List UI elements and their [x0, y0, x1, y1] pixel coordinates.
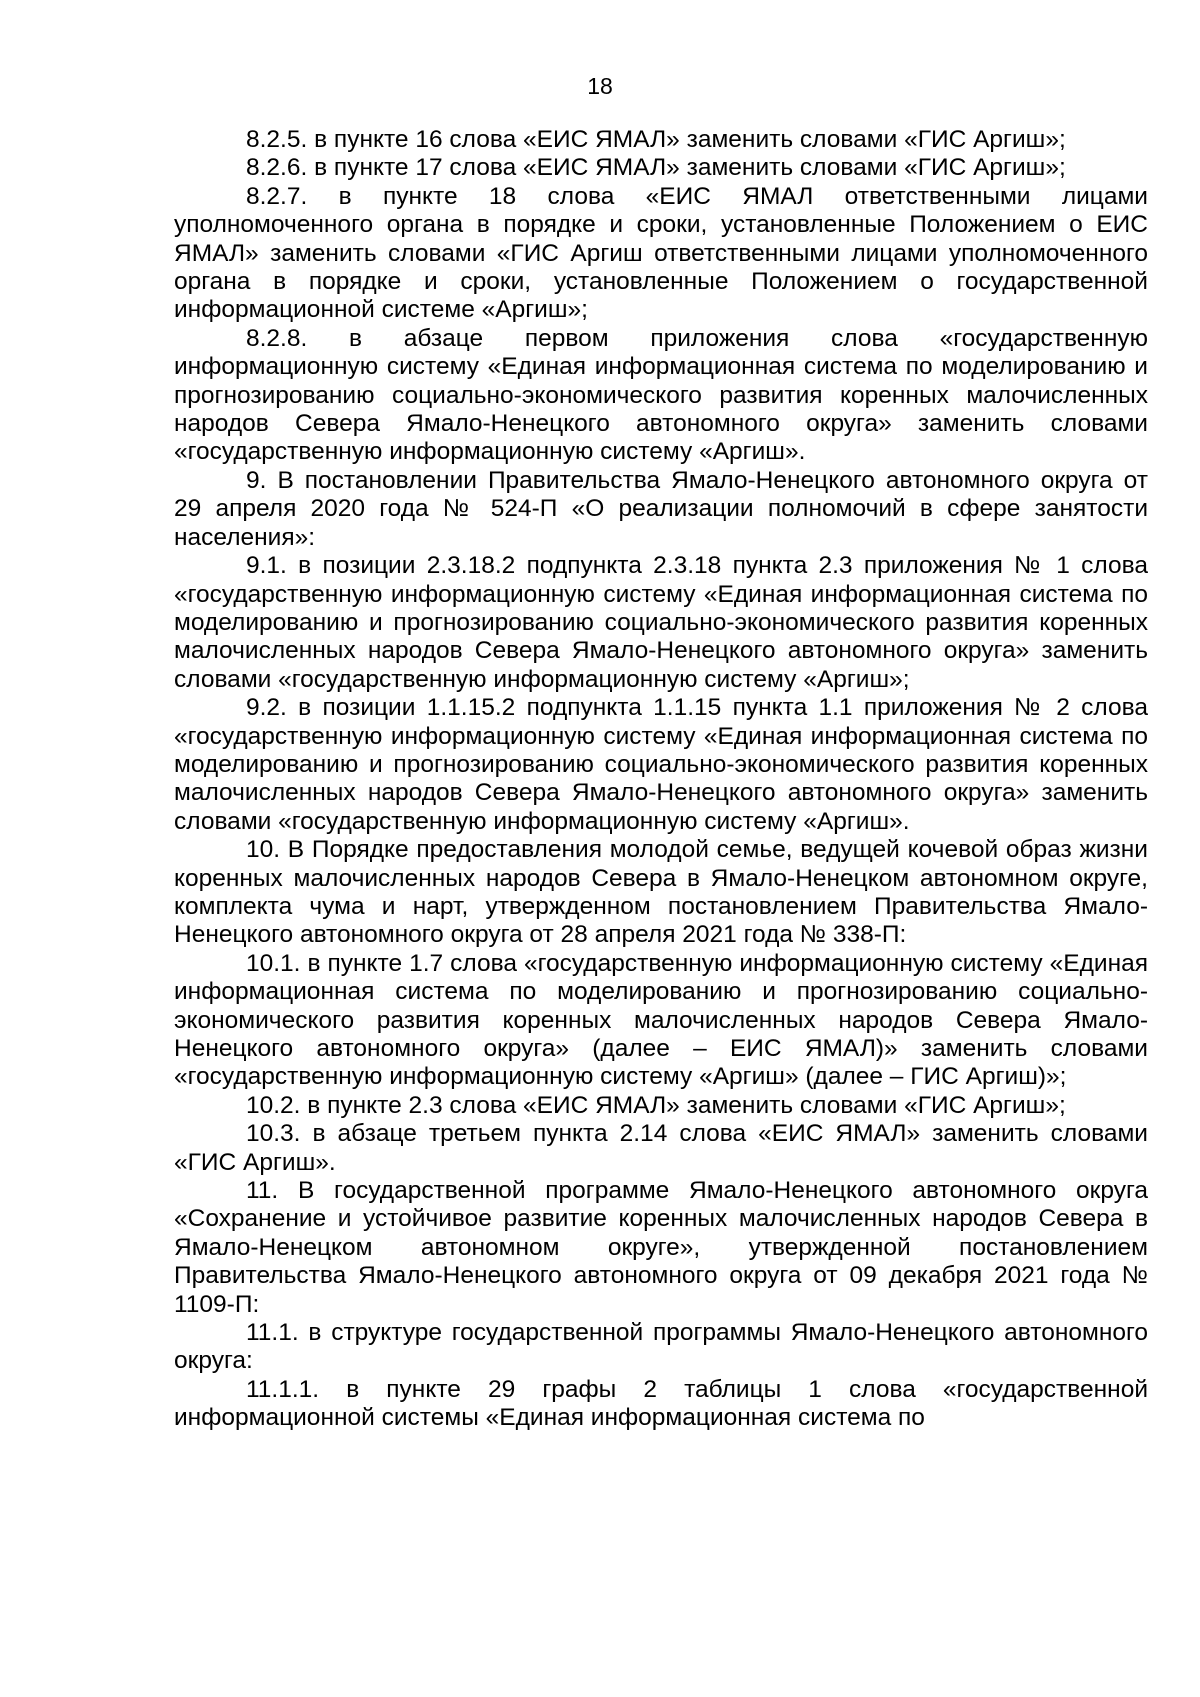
paragraph-8-2-5: 8.2.5. в пункте 16 слова «ЕИС ЯМАЛ» заменить словами «ГИС Аргиш»; [246, 126, 1066, 153]
paragraph-11-1: 11.1. в структуре государственной программы Ямало-Ненецкого автономного округа: [174, 1319, 1148, 1375]
paragraph-11-1-1: 11.1.1. в пункте 29 графы 2 таблицы 1 слова «государственной информационной системы «Единая информационная система по [174, 1375, 1148, 1432]
paragraph-9: 9. В постановлении Правительства Ямало-Ненецкого автономного округа от 29 апреля 2020 года № 524-П «О реализации полномочий в сфере занятости населения»: [174, 466, 1148, 551]
paragraph-9-1: 9.1. в позиции 2.3.18.2 подпункта 2.3.18 пункта 2.3 приложения № 1 слова «государственную информационную систему «Единая информационная система по моделированию и прогнозированию социально-экономического развития коренных малочисленных народов Севера Ямало-Ненецкого автономного округа» заменить словами «государственную информационную систему «Аргиш»; [174, 552, 1148, 693]
paragraph-8-2-8: 8.2.8. в абзаце первом приложения слова «государственную информационную систему «Единая информационная система по моделированию и прогнозированию социально-экономического развития коренных малочисленных народов Севера Ямало-Ненецкого автономного округа» заменить словами «государственную информационную систему «Аргиш». [174, 324, 1148, 466]
paragraph-8-2-7: 8.2.7. в пункте 18 слова «ЕИС ЯМАЛ ответственными лицами уполномоченного органа в порядке и сроки, установленные Положением о ЕИС ЯМАЛ» заменить словами «ГИС Аргиш ответственными лицами уполномоченного органа в порядке и сроки, установленные Положением о государственной информационной системе «Аргиш»; [174, 182, 1148, 324]
paragraph-11: 11. В государственной программе Ямало-Ненецкого автономного округа «Сохранение и устойчивое развитие коренных малочисленных народов Севера в Ямало-Ненецком автономном округе», утвержденной постановлением Правительства Ямало-Ненецкого автономного округа от 09 декабря 2021 года № 1109-П: [174, 1177, 1148, 1318]
paragraph-9-2: 9.2. в позиции 1.1.15.2 подпункта 1.1.15 пункта 1.1 приложения № 2 слова «государственную информационную систему «Единая информационная система по моделированию и прогнозированию социально-экономического развития коренных малочисленных народов Севера Ямало-Ненецкого автономного округа» заменить словами «государственную информационную систему «Аргиш». [174, 694, 1148, 835]
document-body [174, 126, 1148, 1433]
paragraph-10-2: 10.2. в пункте 2.3 слова «ЕИС ЯМАЛ» заменить словами «ГИС Аргиш»; [246, 1091, 1066, 1119]
paragraph-8-2-6: 8.2.6. в пункте 17 слова «ЕИС ЯМАЛ» заменить словами «ГИС Аргиш»; [246, 154, 1066, 182]
paragraph-10: 10. В Порядке предоставления молодой семье, ведущей кочевой образ жизни коренных малочисленных народов Севера в Ямало-Ненецком автономном округе, комплекта чума и нарт, утвержденном постановлением Правительства Ямало-Ненецкого автономного округа от 28 апреля 2021 года № 338-П: [174, 836, 1148, 949]
paragraph-10-3: 10.3. в абзаце третьем пункта 2.14 слова «ЕИС ЯМАЛ» заменить словами «ГИС Аргиш». [174, 1120, 1148, 1176]
paragraph-10-1: 10.1. в пункте 1.7 слова «государственную информационную систему «Единая информационная система по моделированию и прогнозированию социально-экономического развития коренных малочисленных народов Севера Ямало-Ненецкого автономного округа» (далее – ЕИС ЯМАЛ)» заменить словами «государственную информационную систему «Аргиш» (далее – ГИС Аргиш)»; [174, 949, 1148, 1091]
page-number: 18 [587, 73, 613, 99]
